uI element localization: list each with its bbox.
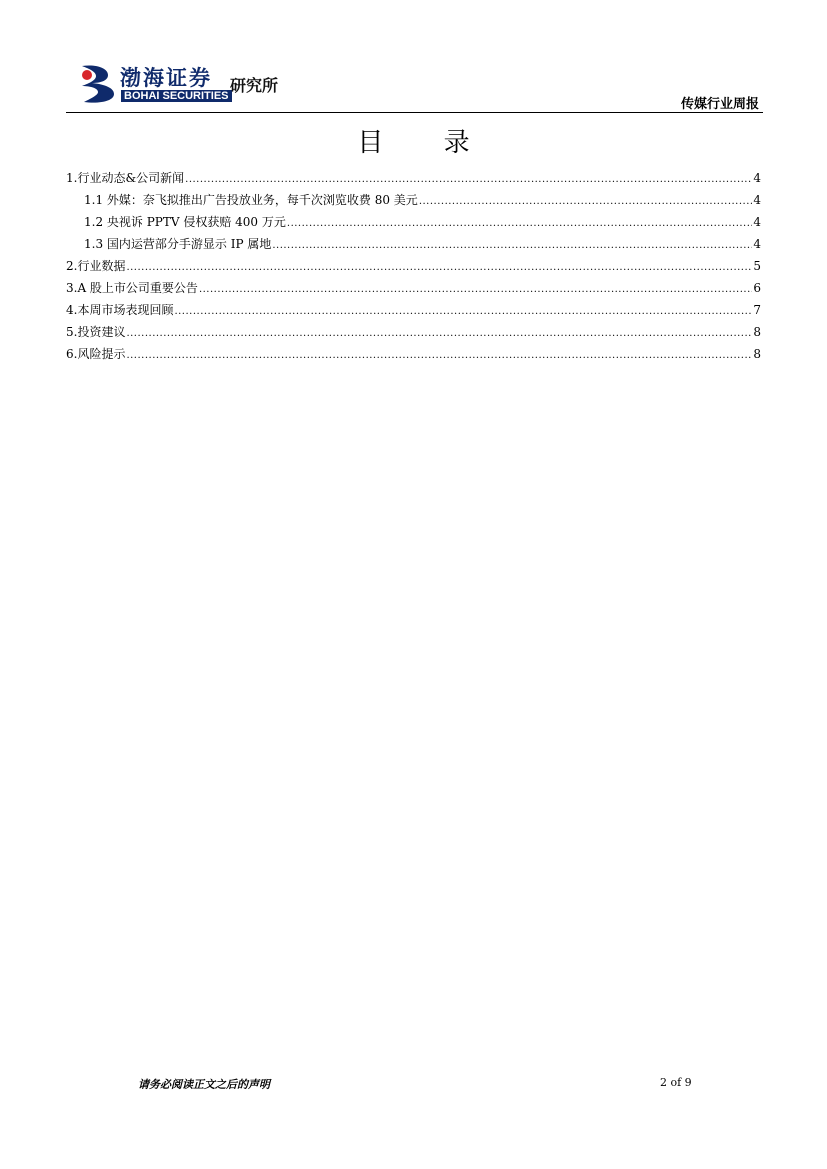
toc-entry[interactable] (66, 211, 761, 233)
toc-title: 目 录 (357, 128, 496, 158)
brand-name-en: BOHAI SECURITIES (121, 90, 232, 102)
toc-entry-label: 4.本周市场表现回顾 (66, 303, 174, 317)
page-number: 2 of 9 (660, 1076, 692, 1089)
toc-entry-label: 1.1 外媒：奈飞拟推出广告投放业务，每千次浏览收费 80 美元 (84, 193, 418, 207)
toc-leader-dots (287, 213, 752, 235)
toc-entry-page: 4 (753, 215, 761, 229)
toc-entry[interactable] (66, 255, 761, 277)
toc-entry-label: 2.行业数据 (66, 259, 126, 273)
toc-entry[interactable] (66, 189, 761, 211)
toc-entry-label: 3.A 股上市公司重要公告 (66, 281, 198, 295)
toc-entry[interactable] (66, 233, 761, 255)
table-of-contents (66, 167, 761, 365)
toc-entry-page: 8 (753, 325, 761, 339)
toc-entry-page: 4 (753, 171, 761, 185)
toc-entry-label: 1.行业动态&公司新闻 (66, 171, 185, 185)
page-header (0, 0, 827, 115)
toc-entry[interactable] (66, 277, 761, 299)
toc-entry-label: 1.3 国内运营部分手游显示 IP 属地 (84, 237, 272, 251)
toc-entry[interactable] (66, 299, 761, 321)
brand-department: 研究所 (230, 76, 279, 95)
toc-entry-page: 8 (753, 347, 761, 361)
brand-name-cn: 渤海证券 (120, 66, 212, 90)
toc-entry-page: 4 (753, 193, 761, 207)
report-type: 传媒行业周报 (680, 97, 759, 112)
toc-entry-page: 6 (753, 281, 761, 295)
toc-entry-page: 7 (753, 303, 761, 317)
toc-leader-dots (126, 323, 752, 345)
toc-leader-dots (174, 301, 752, 323)
toc-entry-label: 6.风险提示 (66, 347, 126, 361)
bohai-logo-icon (78, 62, 118, 104)
toc-leader-dots (419, 191, 753, 213)
toc-leader-dots (185, 169, 752, 191)
toc-leader-dots (126, 345, 752, 367)
toc-leader-dots (126, 257, 752, 279)
disclaimer-note: 请务必阅读正文之后的声明 (138, 1078, 270, 1091)
toc-entry[interactable] (66, 167, 761, 189)
toc-entry[interactable] (66, 343, 761, 365)
toc-entry-page: 4 (753, 237, 761, 251)
toc-entry-page: 5 (753, 259, 761, 273)
toc-leader-dots (199, 279, 752, 301)
toc-leader-dots (272, 235, 752, 257)
header-divider (66, 112, 763, 113)
toc-entry[interactable] (66, 321, 761, 343)
toc-entry-label: 1.2 央视诉 PPTV 侵权获赔 400 万元 (84, 215, 286, 229)
toc-entry-label: 5.投资建议 (66, 325, 126, 339)
